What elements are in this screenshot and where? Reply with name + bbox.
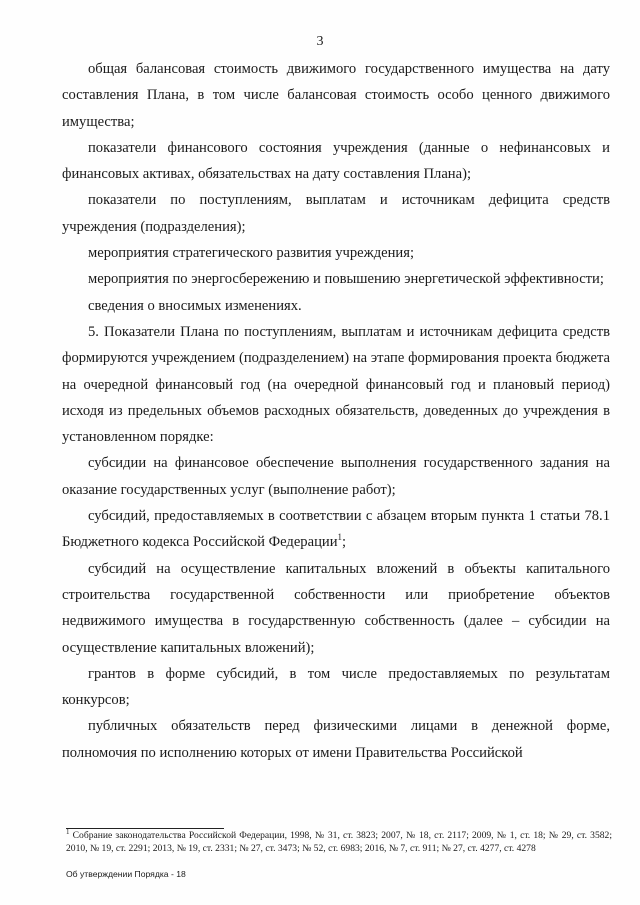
footnote [66, 827, 612, 855]
paragraph: показатели по поступлениям, выплатам и источникам дефицита средств учреждения (подразделения); [62, 192, 610, 235]
paragraph: субсидий на осуществление капитальных вложений в объекты капитального строительства государственной собственности или приобретение объектов недвижимого имущества в государственную собственность (далее – субсидии на осуществление капитальных вложений); [62, 560, 610, 656]
paragraph-tail: ; [342, 534, 347, 551]
footnote-marker: 1 [337, 532, 343, 543]
document-stamp: Об утверждении Порядка - 18 [66, 869, 186, 879]
paragraph: сведения о вносимых изменениях. [88, 297, 302, 314]
document-body [62, 56, 610, 766]
paragraph: мероприятия стратегического развития учреждения; [88, 245, 415, 262]
paragraph: мероприятия по энергосбережению и повышению энергетической эффективности; [88, 271, 604, 288]
paragraph: 5. Показатели Плана по поступлениям, выплатам и источникам дефицита средств формируются учреждением (подразделением) на этапе формирования проекта бюджета на очередной финансовый год (на очередной финансовый год и плановый период) исходя из предельных объемов расходных обязательств, доведенных до учреждения в установленном порядке: [62, 323, 610, 446]
footnote-divider [66, 828, 224, 829]
paragraph-text: субсидий, предоставляемых в соответствии с абзацем вторым пункта 1 статьи 78.1 Бюджетного кодекса Российской Федерации [62, 508, 610, 551]
paragraph: субсидии на финансовое обеспечение выполнения государственного задания на оказание государственных услуг (выполнение работ); [62, 455, 610, 498]
paragraph: публичных обязательств перед физическими лицами в денежной форме, полномочия по исполнению которых от имени Правительства Российской [62, 718, 610, 761]
footnote-text: Собрание законодательства Российской Федерации, 1998, № 31, ст. 3823; 2007, № 18, ст. 2117; 2009, № 1, ст. 18; № 29, ст. 3582; 2010, № 19, ст. 2291; 2013, № 19, ст. 2331; № 27, ст. 3473; № 52, ст. 6983; 2016, № 7, ст. 911; № 27, ст. 4277, ст. 4278 [66, 830, 612, 854]
paragraph-with-footnote [62, 503, 610, 556]
paragraph: общая балансовая стоимость движимого государственного имущества на дату составления Плана, в том числе балансовая стоимость особо ценного движимого имущества; [62, 61, 610, 130]
paragraph: показатели финансового состояния учреждения (данные о нефинансовых и финансовых активах, обязательствах на дату составления Плана); [62, 139, 610, 183]
paragraph: грантов в форме субсидий, в том числе предоставляемых по результатам конкурсов; [62, 665, 610, 709]
footnote-number: 1 [66, 827, 70, 836]
page-number: 3 [316, 34, 324, 49]
